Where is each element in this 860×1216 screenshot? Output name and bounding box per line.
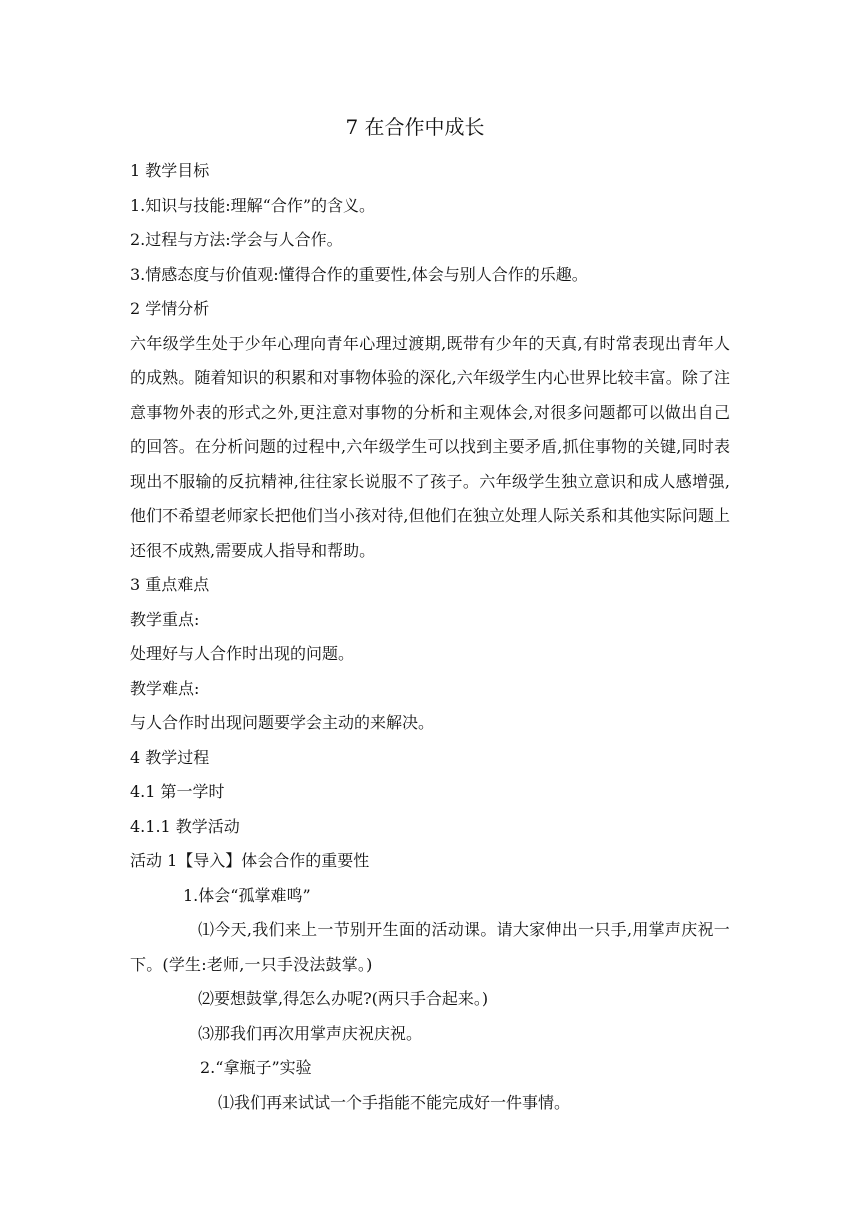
key-point-text: 处理好与人合作时出现的问题。 (130, 644, 355, 663)
section-heading-analysis: 2 学情分析 (130, 299, 210, 318)
analysis-paragraph: 六年级学生处于少年心理向青年心理过渡期,既带有少年的天真,有时常表现出青年人的成熟。随着知识的积累和对事物体验的深化,六年级学生内心世界比较丰富。除了注意事物外表的形式之外,更注意对事物的分析和主观体会,对很多问题都可以做出自己的回答。在分析问题的过程中,六年级学生可以找到主要矛盾,抓住事物的关键,同时表现出不服输的反抗精神,往往家长说服不了孩子。六年级学生独立意识和成人感增强,他们不希望老师家长把他们当小孩对待,但他们在独立处理人际关系和其他实际问题上还很不成熟,需要成人指导和帮助。 (130, 333, 730, 560)
step-title-clapping: 1.体会“孤掌难鸣” (183, 885, 311, 905)
activity-title: 活动 1【导入】体会合作的重要性 (130, 851, 370, 870)
document-body (130, 154, 730, 1120)
key-point-label: 教学重点: (130, 609, 200, 629)
document-title: 7 在合作中成长 (345, 115, 485, 139)
objective-attitude: 3.情感态度与价值观:懂得合作的重要性,体会与别人合作的乐趣。 (130, 264, 588, 284)
step-paragraph: ⑶那我们再次用掌声庆祝庆祝。 (198, 1023, 423, 1043)
difficulty-label: 教学难点: (130, 678, 200, 698)
objective-knowledge: 1.知识与技能:理解“合作”的含义。 (130, 195, 376, 215)
step-paragraph: ⑴我们再来试试一个手指能不能完成好一件事情。 (218, 1092, 571, 1112)
section-heading-objectives: 1 教学目标 (130, 161, 210, 180)
section-heading-keypoints: 3 重点难点 (130, 575, 210, 594)
step-paragraph: ⑴今天,我们来上一节别开生面的活动课。请大家伸出一只手,用掌声庆祝一下。(学生:老师,一只手没法鼓掌。) (130, 920, 730, 974)
difficulty-text: 与人合作时出现问题要学会主动的来解决。 (130, 713, 435, 732)
step-paragraph: ⑵要想鼓掌,得怎么办呢?(两只手合起来。) (198, 989, 489, 1008)
subsection-heading-activities: 4.1.1 教学活动 (130, 816, 240, 836)
subsection-heading-lesson1: 4.1 第一学时 (130, 782, 225, 801)
section-heading-process: 4 教学过程 (130, 747, 210, 767)
objective-process: 2.过程与方法:学会与人合作。 (130, 230, 343, 249)
step-title-bottle: 2.“拿瓶子”实验 (200, 1058, 312, 1077)
